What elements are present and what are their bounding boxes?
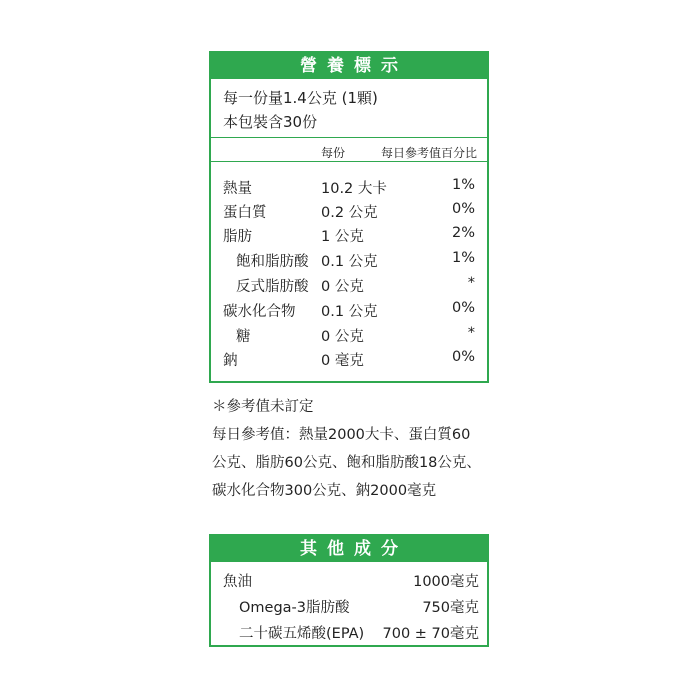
nutrient-name: 脂肪	[223, 229, 252, 245]
nutrient-row-trans-fat	[211, 275, 487, 297]
ingredients-title: 其他成分	[211, 536, 487, 562]
ingredient-name: 魚油	[223, 574, 252, 590]
nutrient-name: 糖	[236, 329, 251, 345]
nutrient-daily-pct: 0%	[451, 300, 475, 316]
servings-per-package: 本包裝含30份	[223, 113, 318, 131]
footnote-daily-reference-cont: 公克、脂肪60公克、飽和脂肪酸18公克、	[212, 455, 481, 471]
ingredient-name: Omega-3脂肪酸	[239, 600, 350, 616]
nutrient-name: 反式脂肪酸	[236, 279, 309, 295]
nutrient-amount: 0 毫克	[321, 353, 364, 369]
footnote-daily-reference-cont2: 碳水化合物300公克、鈉2000毫克	[212, 483, 437, 499]
footnote-daily-reference: 每日參考值：熱量2000大卡、蛋白質60	[212, 427, 471, 443]
nutrient-daily-pct: *	[467, 325, 475, 341]
nutrient-amount: 0.1 公克	[321, 254, 378, 270]
ingredient-row-epa	[211, 622, 487, 644]
column-header-daily-percent: 每日參考值百分比	[380, 146, 477, 160]
ingredient-row-fish-oil	[211, 570, 487, 592]
nutrient-row-fat	[211, 225, 487, 247]
nutrient-amount: 0 公克	[321, 329, 364, 345]
footnote-undefined-reference: ＊參考值未訂定	[212, 399, 314, 415]
ingredient-row-omega3	[211, 596, 487, 618]
nutrition-facts-panel	[209, 51, 489, 383]
nutrient-amount: 0 公克	[321, 279, 364, 295]
nutrient-daily-pct: 2%	[451, 225, 475, 241]
divider	[211, 161, 487, 162]
nutrient-amount: 10.2 大卡	[321, 181, 387, 197]
nutrient-amount: 0.2 公克	[321, 205, 378, 221]
ingredient-name: 二十碳五烯酸(EPA)	[239, 626, 365, 642]
nutrient-name: 蛋白質	[223, 205, 267, 221]
ingredient-amount: 750毫克	[422, 600, 479, 616]
nutrient-amount: 0.1 公克	[321, 304, 378, 320]
ingredient-amount: 1000毫克	[413, 574, 479, 590]
nutrient-daily-pct: 1%	[451, 177, 475, 193]
nutrient-name: 鈉	[223, 353, 238, 369]
nutrition-title: 營養標示	[211, 53, 487, 79]
nutrient-row-sodium	[211, 349, 487, 371]
nutrient-name: 碳水化合物	[223, 304, 296, 320]
nutrient-row-sugar	[211, 325, 487, 347]
nutrient-daily-pct: 0%	[451, 349, 475, 365]
nutrient-row-calories	[211, 177, 487, 199]
divider	[211, 137, 487, 138]
nutrient-row-protein	[211, 201, 487, 223]
serving-size: 每一份量1.4公克 (1顆)	[223, 89, 378, 107]
nutrient-name: 熱量	[223, 181, 252, 197]
nutrient-row-carbohydrate	[211, 300, 487, 322]
nutrient-row-saturated-fat	[211, 250, 487, 272]
nutrient-name: 飽和脂肪酸	[236, 254, 309, 270]
nutrient-daily-pct: 1%	[451, 250, 475, 266]
nutrient-daily-pct: 0%	[451, 201, 475, 217]
other-ingredients-panel	[209, 534, 489, 647]
column-header-per-serving: 每份	[321, 146, 346, 160]
nutrient-amount: 1 公克	[321, 229, 364, 245]
ingredient-amount: 700 ± 70毫克	[382, 626, 479, 642]
nutrient-daily-pct: *	[467, 275, 475, 291]
